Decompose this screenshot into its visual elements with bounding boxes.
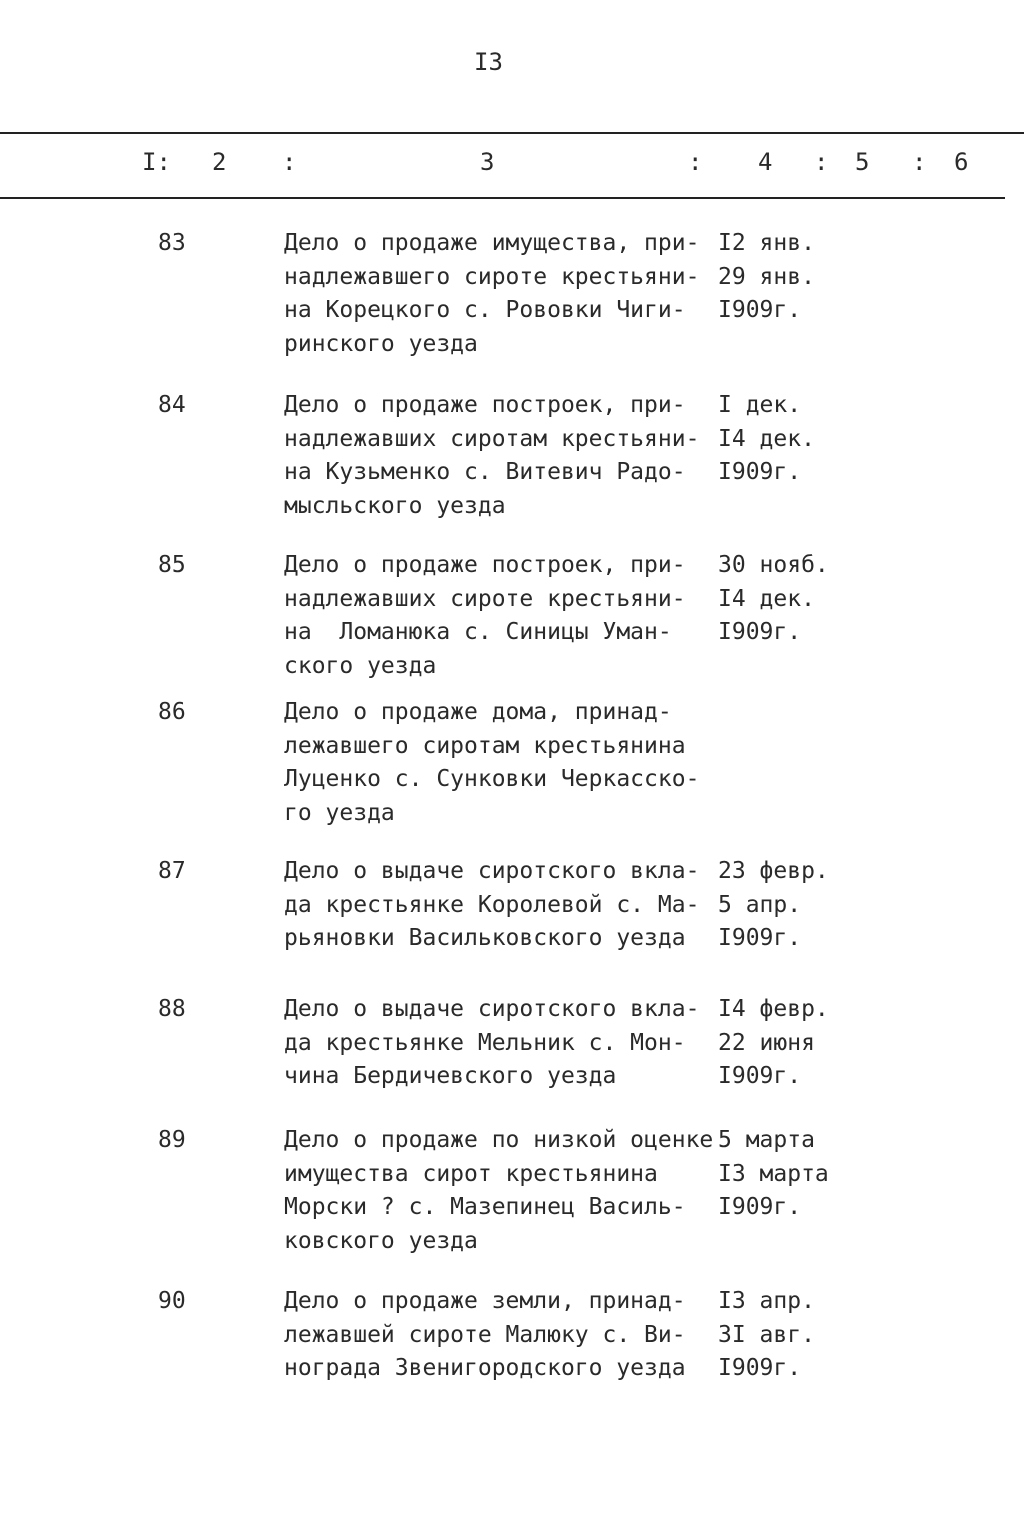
description-line: рьяновки Васильковского уезда (284, 925, 686, 951)
description-line: имущества сирот крестьянина (284, 1160, 658, 1187)
description-line: Дело о продаже земли, принад- (284, 1288, 686, 1314)
description-line: Дело о выдаче сиротского вкла- (284, 996, 700, 1022)
description-line: Дело о выдаче сиротского вкла- (284, 858, 700, 884)
entry-description (284, 389, 699, 523)
entry-description (284, 855, 699, 956)
entry-number: 88 (158, 996, 186, 1022)
entry-dates (718, 389, 815, 490)
page-number: I3 (474, 48, 503, 76)
entry-number: 87 (158, 858, 186, 884)
entry-number: 89 (158, 1127, 186, 1153)
entry-number: 85 (158, 552, 186, 578)
date-line: I909г. (718, 925, 802, 951)
entry-description (284, 696, 699, 830)
entry-dates (718, 993, 829, 1094)
date-line: I4 февр. (718, 996, 829, 1022)
description-line: Луценко с. Сунковки Черкасско- (284, 766, 700, 792)
date-line: I909г. (718, 459, 802, 485)
col-header: I: (142, 148, 171, 176)
description-line: да крестьянке Мельник с. Мон- (284, 1029, 686, 1056)
date-line: 23 февр. (718, 858, 829, 884)
description-line: го уезда (284, 799, 395, 826)
col-separator: : (688, 148, 703, 176)
description-line: Дело о продаже дома, принад- (284, 699, 672, 725)
entry-dates (718, 1285, 815, 1386)
entry-description (284, 549, 686, 683)
description-line: Морски ? с. Мазепинец Василь- (284, 1194, 686, 1220)
entry-dates (718, 855, 829, 956)
description-line: лежавшей сироте Малюку с. Ви- (284, 1321, 686, 1348)
description-line: на Корецкого с. Рововки Чиги- (284, 297, 686, 323)
date-line: 3I авг. (718, 1321, 815, 1348)
description-line: нограда Звенигородского уезда (284, 1355, 686, 1381)
description-line: надлежавшего сироте крестьяни- (284, 263, 700, 290)
date-line: 22 июня (718, 1029, 815, 1056)
description-line: ковского уезда (284, 1227, 478, 1254)
date-line: I909г. (718, 1194, 802, 1220)
description-line: на Ломанюка с. Синицы Уман- (284, 619, 672, 645)
description-line: Дело о продаже имущества, при- (284, 230, 700, 256)
description-line: на Кузьменко с. Витевич Радо- (284, 459, 686, 485)
entry-description (284, 1285, 686, 1386)
entry-dates (718, 227, 815, 328)
entry-description (284, 993, 699, 1094)
col-header: 2 (212, 148, 227, 176)
date-line: 5 апр. (718, 891, 802, 918)
date-line: I дек. (718, 392, 802, 418)
entry-description (284, 227, 699, 361)
date-line: I909г. (718, 297, 802, 323)
date-line: I909г. (718, 619, 802, 645)
description-line: Дело о продаже построек, при- (284, 392, 686, 418)
description-line: лежавшего сиротам крестьянина (284, 732, 686, 759)
description-line: да крестьянке Королевой с. Ма- (284, 891, 700, 918)
col-separator: : (912, 148, 927, 176)
description-line: надлежавших сиротам крестьяни- (284, 425, 700, 452)
description-line: Дело о продаже построек, при- (284, 552, 686, 578)
date-line: I4 дек. (718, 585, 815, 612)
entry-number: 90 (158, 1288, 186, 1314)
col-header: 5 (855, 148, 870, 176)
entry-number: 84 (158, 392, 186, 418)
entry-description (284, 1124, 713, 1258)
description-line: мысльского уезда (284, 492, 506, 519)
header-top-rule (0, 132, 1024, 134)
col-header: 3 (480, 148, 495, 176)
date-line: 30 нояб. (718, 552, 829, 578)
date-line: 5 марта (718, 1127, 815, 1153)
entry-dates (718, 549, 829, 650)
description-line: Дело о продаже по низкой оценке (284, 1127, 714, 1153)
description-line: ского уезда (284, 652, 437, 679)
header-bottom-rule (0, 197, 1005, 199)
entry-number: 83 (158, 230, 186, 256)
date-line: I2 янв. (718, 230, 815, 256)
date-line: I4 дек. (718, 425, 815, 452)
date-line: I909г. (718, 1355, 802, 1381)
entry-dates (718, 1124, 829, 1225)
col-header: 4 (758, 148, 773, 176)
description-line: надлежавших сироте крестьяни- (284, 585, 686, 612)
date-line: 29 янв. (718, 263, 815, 290)
col-separator: : (814, 148, 829, 176)
date-line: I3 марта (718, 1160, 829, 1187)
entry-number: 86 (158, 699, 186, 725)
date-line: I3 апр. (718, 1288, 815, 1314)
col-separator: : (282, 148, 297, 176)
date-line: I909г. (718, 1063, 802, 1089)
description-line: ринского уезда (284, 330, 478, 357)
description-line: чина Бердичевского уезда (284, 1063, 617, 1089)
col-header: 6 (954, 148, 969, 176)
